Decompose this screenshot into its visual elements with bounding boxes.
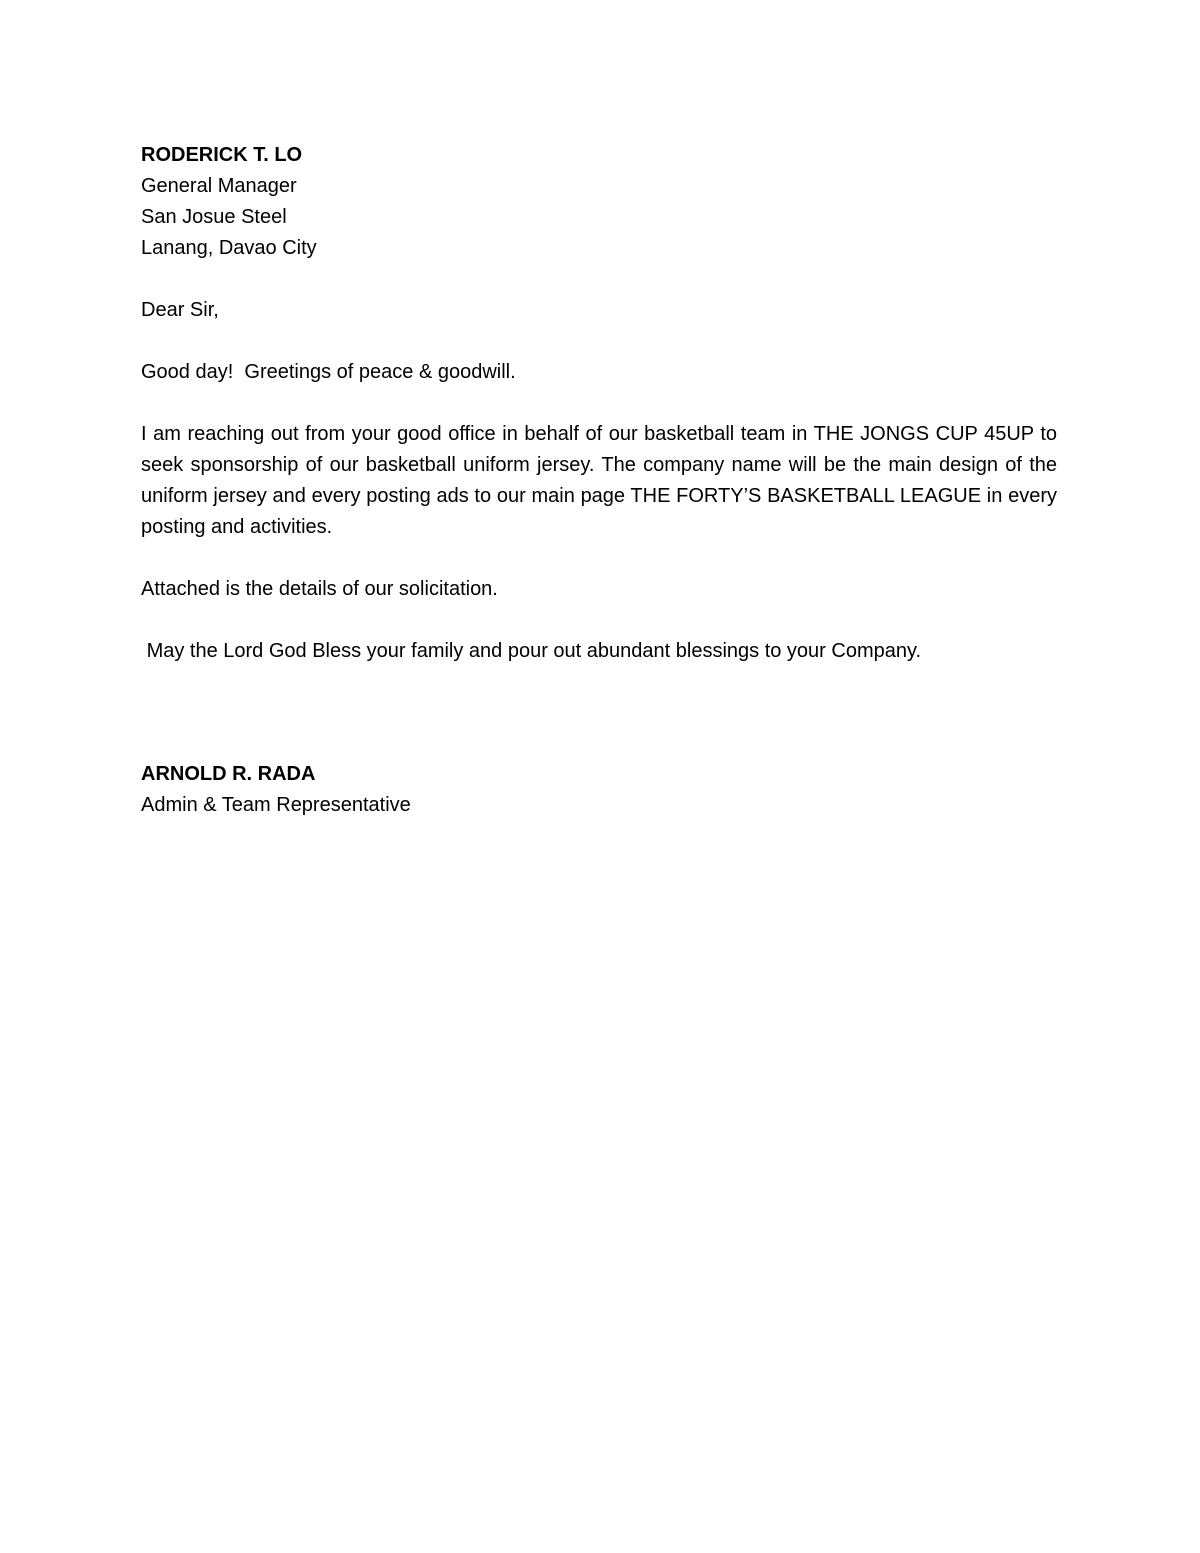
signature-block: [141, 759, 1057, 821]
sender-title: Admin & Team Representative: [141, 794, 411, 816]
blessing: May the Lord God Bless your family and pour out abundant blessings to your Company.: [141, 640, 922, 662]
recipient-block: [141, 140, 1057, 264]
letter-body: [141, 140, 1057, 821]
recipient-company: San Josue Steel: [141, 206, 287, 228]
salutation: Dear Sir,: [141, 299, 219, 321]
greeting: Good day! Greetings of peace & goodwill.: [141, 361, 516, 383]
attachment-note: Attached is the details of our solicitation.: [141, 578, 498, 600]
body-paragraph: I am reaching out from your good office in behalf of our basketball team in THE JONGS CUP 45UP to seek sponsorship of our basketball uniform jersey. The company name will be the main design of the uniform jersey and every posting ads to our main page THE FORTY’S BASKETBALL LEAGUE in every posting and activities.: [141, 423, 1057, 538]
recipient-title: General Manager: [141, 175, 297, 197]
recipient-name: RODERICK T. LO: [141, 144, 303, 166]
recipient-address: Lanang, Davao City: [141, 237, 317, 259]
sender-name: ARNOLD R. RADA: [141, 763, 316, 785]
